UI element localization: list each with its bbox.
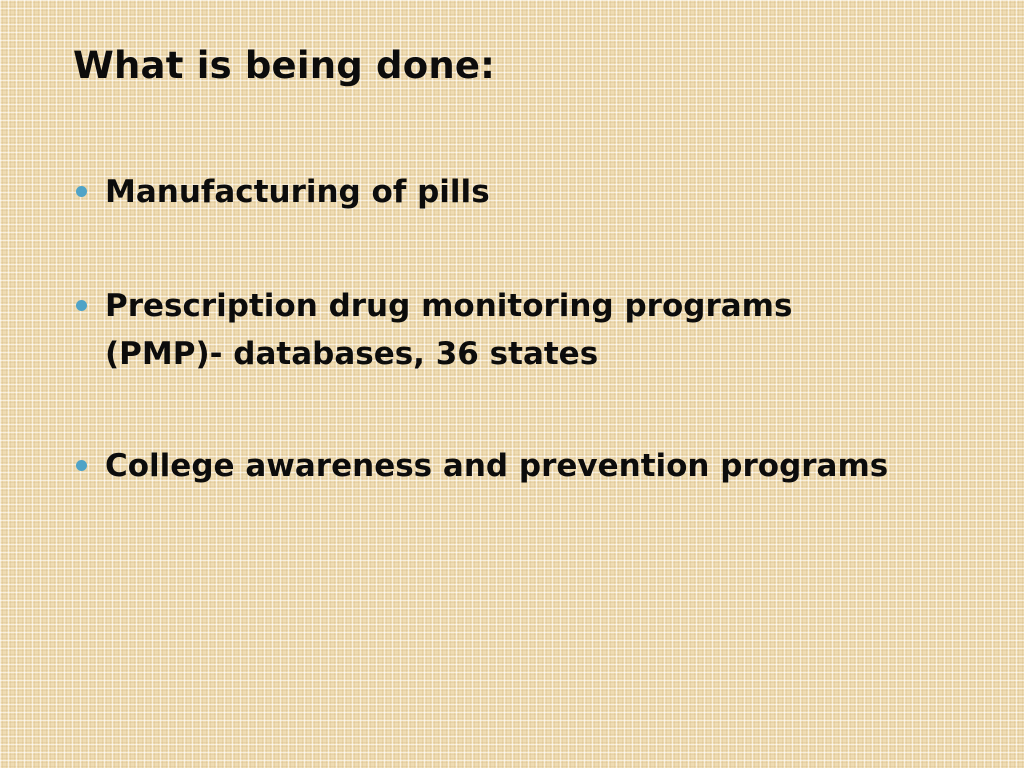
bullet-text-line-1: Prescription drug monitoring programs bbox=[105, 288, 793, 324]
bullet-item-pmp bbox=[76, 282, 956, 378]
slide-title: What is being done: bbox=[73, 44, 496, 87]
bullet-text-line-2: (PMP)- databases, 36 states bbox=[105, 336, 599, 372]
bullet-text: Manufacturing of pills bbox=[105, 174, 490, 210]
bullet-item-college bbox=[76, 442, 956, 490]
bullet-list bbox=[76, 168, 956, 556]
bullet-item-manufacturing bbox=[76, 168, 956, 216]
bullet-dot-icon bbox=[76, 300, 87, 311]
bullet-text: College awareness and prevention programs bbox=[105, 448, 889, 484]
bullet-dot-icon bbox=[76, 186, 87, 197]
bullet-dot-icon bbox=[76, 460, 87, 471]
